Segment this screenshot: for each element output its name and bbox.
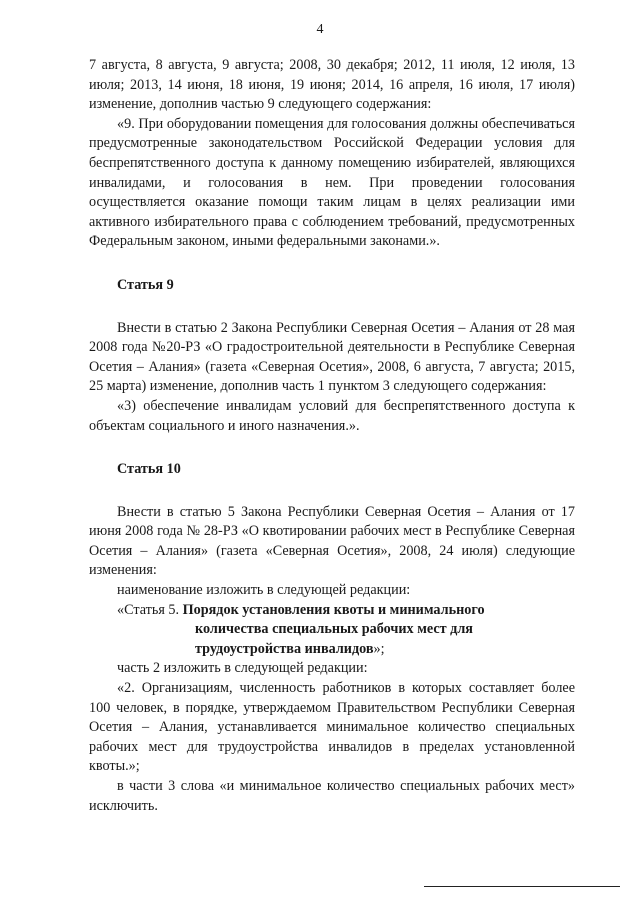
document-body	[89, 56, 575, 816]
article10-paragraph-1: Внести в статью 5 Закона Республики Северная Осетия – Алания от 17 июня 2008 года № 28-РЗ «О квотировании рабочих мест в Республике Северная Осетия – Алания» (газета «Северная Осетия», 2008, 24 июля) следующие изменения:	[89, 503, 575, 579]
article8-inserted-part9: «9. При оборудовании помещения для голосования должны обеспечиваться предусмотренные законодательством Российской Федерации условия для беспрепятственного доступа к данному помещению избирателей, являющихся инвалидами, и голосования в нем. При проведении голосования осуществляется оказание помощи таким лицам в целях реализации ими активного избирательного права с соблюдением требований, предусмотренных Федеральным законом, иными федеральными законами.».	[89, 115, 575, 250]
article10-heading: Статья 10	[117, 461, 181, 478]
article10-paragraph-3: часть 2 изложить в следующей редакции:	[117, 660, 368, 677]
article8-tail-paragraph: 7 августа, 8 августа, 9 августа; 2008, 30 декабря; 2012, 11 июля, 12 июля, 13 июля; 2013, 14 июня, 18 июня, 19 июня; 2014, 16 апреля, 16 июля, 17 июля) изменение, дополнив частью 9 следующего содержания:	[89, 57, 575, 113]
article10-title-suffix: »;	[373, 640, 385, 657]
article9-heading: Статья 9	[117, 276, 174, 293]
article10-title-bold-3: трудоустройства инвалидов	[195, 640, 374, 657]
article10-title-line-2: количества специальных рабочих мест для	[195, 621, 473, 638]
article10-paragraph-2: наименование изложить в следующей редакции:	[117, 582, 411, 599]
article9-paragraph-2: «3) обеспечение инвалидам условий для беспрепятственного доступа к объектам социального и иного назначения.».	[89, 397, 575, 434]
article10-paragraph-5: в части 3 слова «и минимальное количество специальных рабочих мест» исключить.	[89, 778, 575, 814]
footer-rule	[424, 886, 620, 887]
article10-paragraph-4: «2. Организациям, численность работников в которых составляет более 100 человек, в порядке, утверждаемом Правительством Республики Северная Осетия – Алания, устанавливается минимальное количество специальных рабочих мест для трудоустройства инвалидов в пределах установленной квоты.»;	[89, 680, 575, 775]
page-number: 4	[316, 22, 324, 37]
article10-title-line-3	[195, 640, 575, 660]
article10-title-bold-1: Порядок установления квоты и минимального	[182, 601, 485, 618]
article10-title-prefix: «Статья 5.	[117, 601, 183, 618]
article10-new-title	[89, 601, 575, 621]
article9-paragraph-1: Внести в статью 2 Закона Республики Северная Осетия – Алания от 28 мая 2008 года №20-РЗ «О градостроительной деятельности в Республике Северная Осетия – Алания» (газета «Северная Осетия», 2008, 6 августа, 7 августа; 2015, 25 марта) изменение, дополнив часть 1 пунктом 3 следующего содержания:	[89, 319, 575, 395]
